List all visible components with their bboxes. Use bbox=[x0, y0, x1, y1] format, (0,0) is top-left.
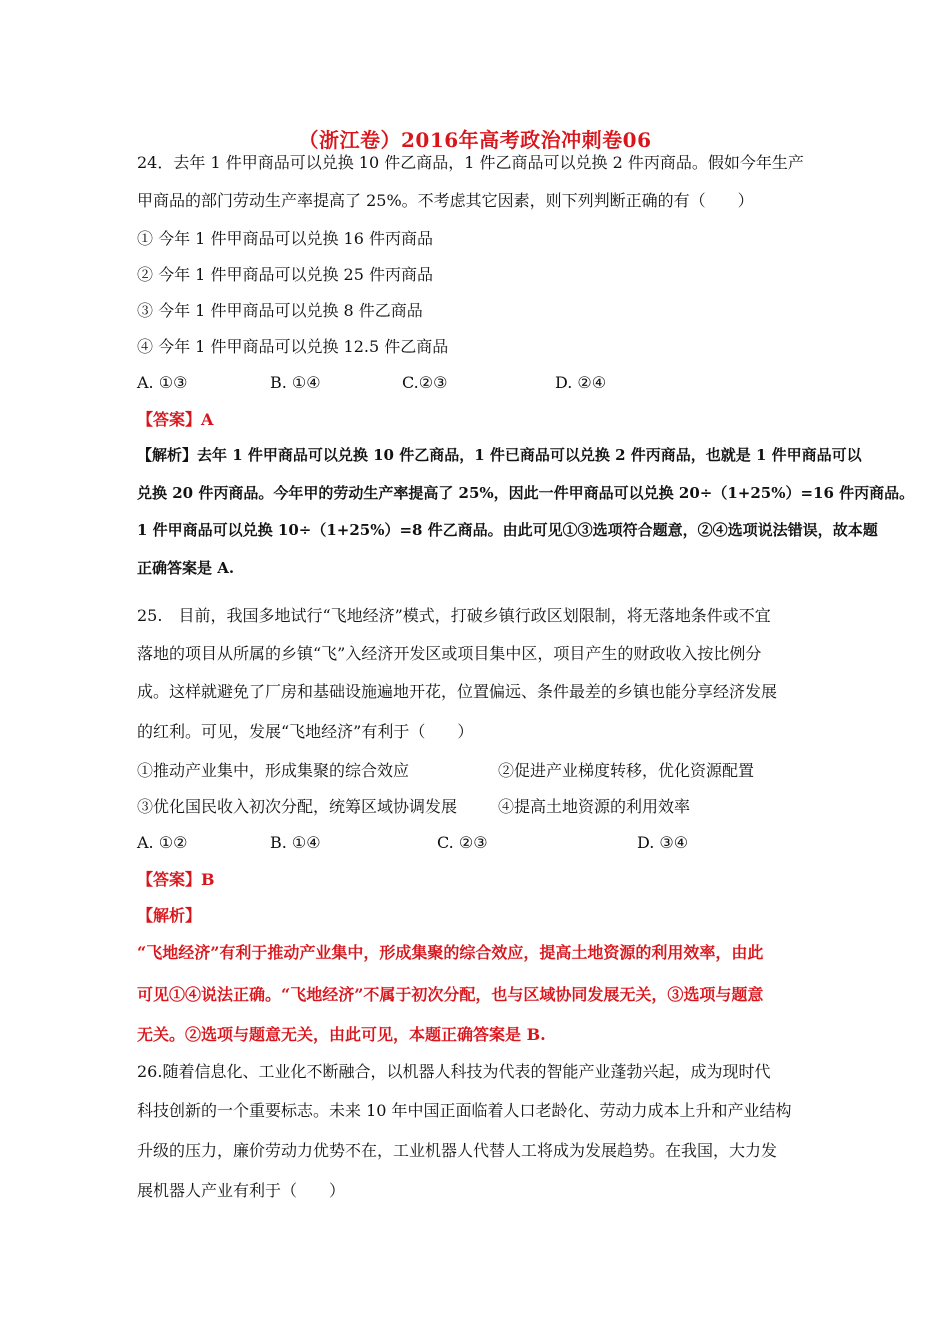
q25-analysis-label: 【解析】 bbox=[137, 906, 202, 925]
q26-stem-line-2: 科技创新的一个重要标志。未来 10 年中国正面临着人口老龄化、劳动力成本上升和产业结构 bbox=[137, 1101, 792, 1120]
q25-choice-c: C. ②③ bbox=[437, 833, 488, 852]
q24-analysis-line-4: 正确答案是 A. bbox=[137, 559, 235, 577]
q24-item-1: ① 今年 1 件甲商品可以兑换 16 件丙商品 bbox=[137, 229, 433, 248]
q26-stem-line-4: 展机器人产业有利于（ ） bbox=[137, 1181, 346, 1200]
q24-stem-line-1: 24．去年 1 件甲商品可以兑换 10 件乙商品，1 件乙商品可以兑换 2 件丙商品。假如今年生产 bbox=[137, 153, 804, 172]
q24-answer: 【答案】A bbox=[137, 410, 214, 429]
q24-item-4: ④ 今年 1 件甲商品可以兑换 12.5 件乙商品 bbox=[137, 337, 449, 356]
q24-analysis-line-3: 1 件甲商品可以兑换 10÷（1+25%）=8 件乙商品。由此可见①③选项符合题意，②④选项说法错误，故本题 bbox=[137, 521, 878, 539]
q25-analysis-line-3: 无关。②选项与题意无关，由此可见，本题正确答案是 B. bbox=[137, 1025, 546, 1044]
q24-choice-d: D. ②④ bbox=[555, 373, 607, 392]
q26-stem-line-1: 26.随着信息化、工业化不断融合，以机器人科技为代表的智能产业蓬勃兴起，成为现时代 bbox=[137, 1062, 771, 1081]
q24-item-2: ② 今年 1 件甲商品可以兑换 25 件丙商品 bbox=[137, 265, 433, 284]
q24-analysis-line-1: 【解析】去年 1 件甲商品可以兑换 10 件乙商品，1 件已商品可以兑换 2 件丙商品，也就是 1 件甲商品可以 bbox=[137, 446, 862, 464]
q24-choice-c: C.②③ bbox=[402, 373, 448, 392]
q25-item-3: ③优化国民收入初次分配，统筹区域协调发展 bbox=[137, 797, 458, 816]
q24-choice-a: A. ①③ bbox=[137, 373, 188, 392]
q25-stem-line-3: 成。这样就避免了厂房和基础设施遍地开花，位置偏远、条件最差的乡镇也能分享经济发展 bbox=[137, 682, 778, 701]
q25-analysis-line-2: 可见①④说法正确。“飞地经济”不属于初次分配，也与区域协同发展无关，③选项与题意 bbox=[137, 985, 764, 1004]
q24-choice-b: B. ①④ bbox=[270, 373, 321, 392]
q25-analysis-line-1: “飞地经济”有利于推动产业集中，形成集聚的综合效应，提高土地资源的利用效率，由此 bbox=[137, 943, 764, 962]
q24-item-3: ③ 今年 1 件甲商品可以兑换 8 件乙商品 bbox=[137, 301, 423, 320]
q25-item-2: ②促进产业梯度转移，优化资源配置 bbox=[498, 761, 755, 780]
q25-item-4: ④提高土地资源的利用效率 bbox=[498, 797, 691, 816]
q25-answer: 【答案】B bbox=[137, 870, 215, 889]
q24-stem-line-2: 甲商品的部门劳动生产率提高了 25%。不考虑其它因素，则下列判断正确的有（ ） bbox=[137, 191, 754, 210]
q25-item-1: ①推动产业集中，形成集聚的综合效应 bbox=[137, 761, 410, 780]
q25-stem-line-4: 的红利。可见，发展“飞地经济”有利于（ ） bbox=[137, 722, 474, 741]
q24-analysis-line-2: 兑换 20 件丙商品。今年甲的劳动生产率提高了 25%，因此一件甲商品可以兑换 20÷（1+25%）=16 件丙商品。 bbox=[137, 484, 915, 502]
page-title: （浙江卷）2016年高考政治冲刺卷06 bbox=[298, 128, 652, 152]
q25-stem-line-2: 落地的项目从所属的乡镇“飞”入经济开发区或项目集中区，项目产生的财政收入按比例分 bbox=[137, 644, 762, 663]
q26-stem-line-3: 升级的压力，廉价劳动力优势不在，工业机器人代替人工将成为发展趋势。在我国，大力发 bbox=[137, 1141, 778, 1160]
q25-choice-d: D. ③④ bbox=[637, 833, 689, 852]
q25-stem-line-1: 25. 目前，我国多地试行“飞地经济”模式，打破乡镇行政区划限制，将无落地条件或不宜 bbox=[137, 606, 771, 625]
q25-choice-a: A. ①② bbox=[137, 833, 188, 852]
q25-choice-b: B. ①④ bbox=[270, 833, 321, 852]
